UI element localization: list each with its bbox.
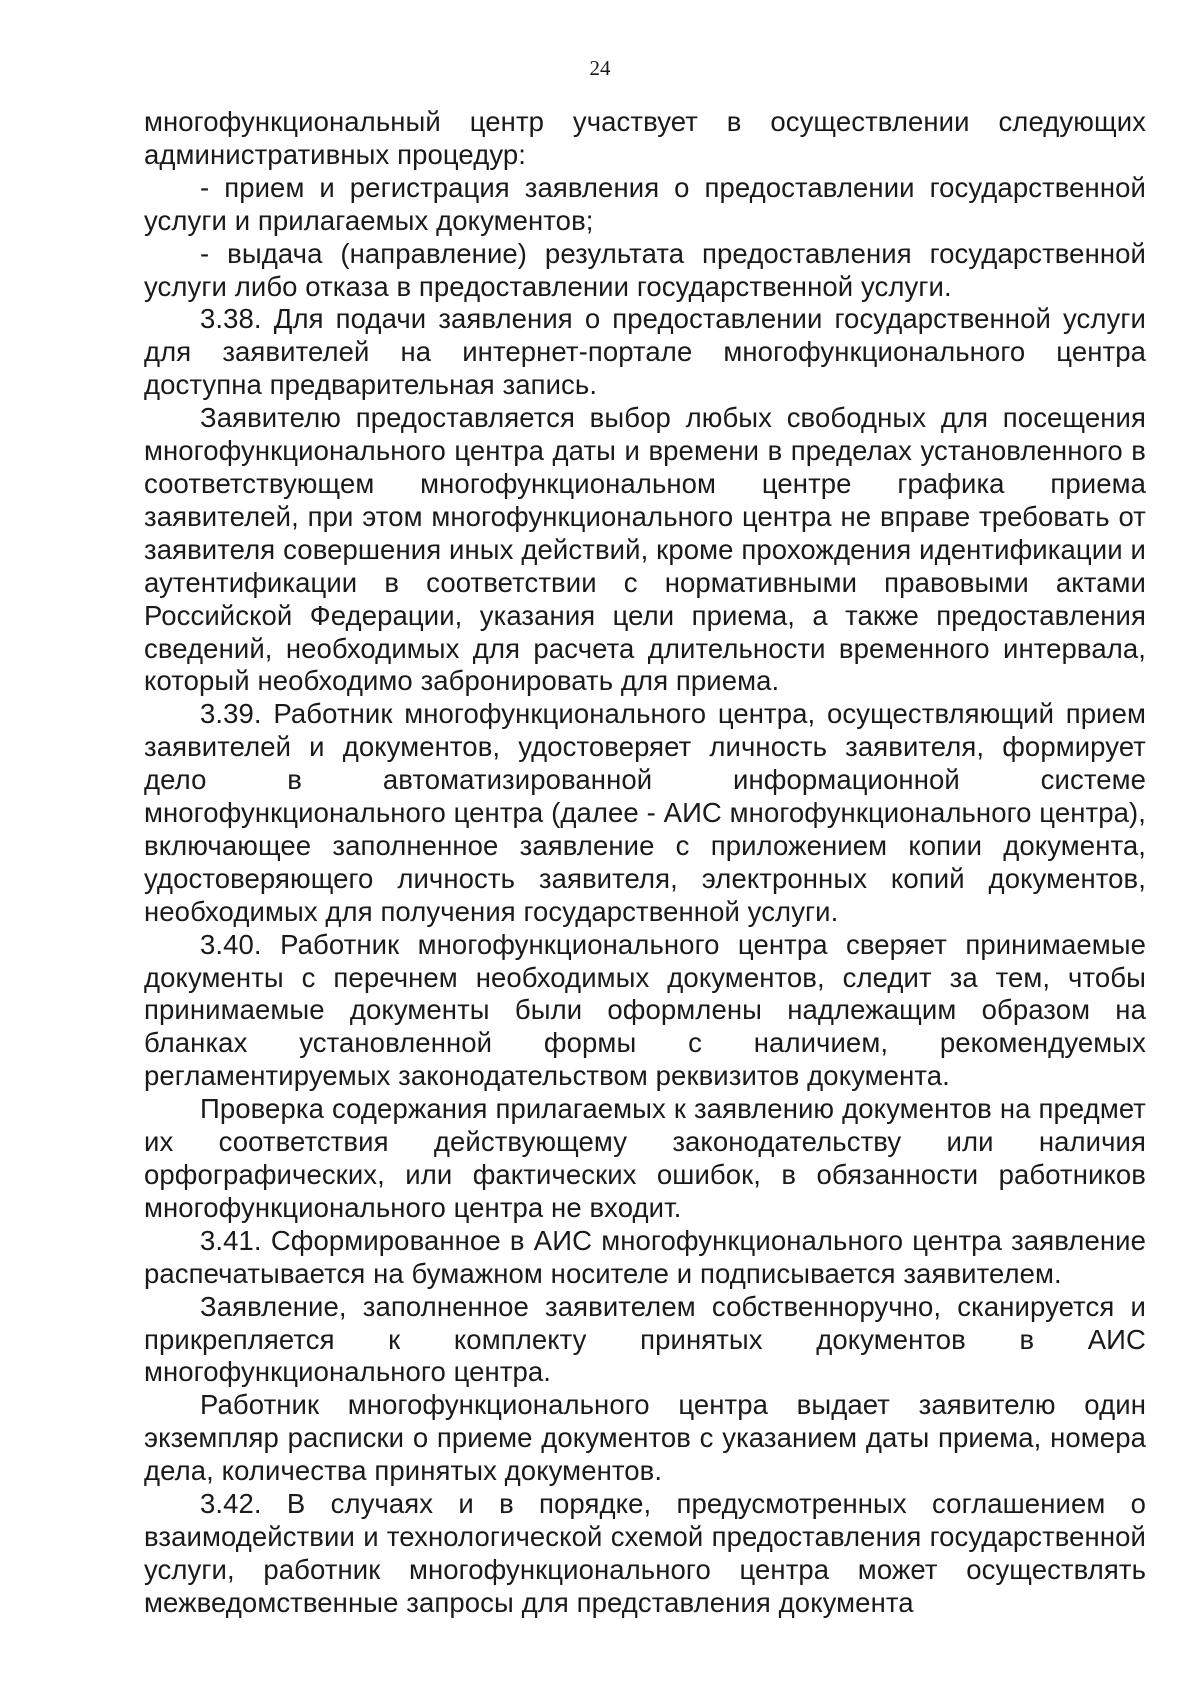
paragraph-3-41-receipt: Работник многофункционального центра выдает заявителю один экземпляр расписки о приеме документов с указанием даты приема, номера дела, количества принятых документов. [144,1389,1146,1487]
paragraph-3-39: 3.39. Работник многофункционального центра, осуществляющий прием заявителей и документов, удостоверяет личность заявителя, формирует дело в автоматизированной информационной системе многофункционального центра (далее - АИС многофункционального центра), включающее заполненное заявление с приложением копии документа, удостоверяющего личность заявителя, электронных копий документов, необходимых для получения государственной услуги. [144,698,1146,927]
paragraph-intro: многофункциональный центр участвует в осуществлении следующих административных процедур: [144,106,1146,170]
paragraph-3-40: 3.40. Работник многофункционального центра сверяет принимаемые документы с перечнем необходимых документов, следит за тем, чтобы принимаемые документы были оформлены надлежащим образом на бланках установленной формы с наличием, рекомендуемых регламентируемых законодательством реквизитов документа. [144,928,1146,1092]
document-body [144,106,1146,1620]
paragraph-bullet-issuance: - выдача (направление) результата предоставления государственной услуги либо отказа в предоставлении государственной услуги. [144,237,1146,302]
paragraph-bullet-reception: - прием и регистрация заявления о предоставлении государственной услуги и прилагаемых документов; [144,171,1146,236]
paragraph-3-41: 3.41. Сформированное в АИС многофункционального центра заявление распечатывается на бумажном носителе и подписывается заявителем. [144,1224,1146,1289]
paragraph-3-41-scan: Заявление, заполненное заявителем собственноручно, сканируется и прикрепляется к комплекту принятых документов в АИС многофункционального центра. [144,1290,1146,1388]
paragraph-3-40-check: Проверка содержания прилагаемых к заявлению документов на предмет их соответствия действующему законодательству или наличия орфографических, или фактических ошибок, в обязанности работников многофункционального центра не входит. [144,1093,1146,1223]
paragraph-3-42: 3.42. В случаях и в порядке, предусмотренных соглашением о взаимодействии и технологической схемой предоставления государственной услуги, работник многофункционального центра может осуществлять межведомственные запросы для представления документа [144,1488,1146,1618]
paragraph-3-38: 3.38. Для подачи заявления о предоставлении государственной услуги для заявителей на интернет-портале многофункционального центра доступна предварительная запись. [144,303,1146,401]
paragraph-3-38-appointment: Заявителю предоставляется выбор любых свободных для посещения многофункционального центра даты и времени в пределах установленного в соответствующем многофункциональном центре графика приема заявителей, при этом многофункционального центра не вправе требовать от заявителя совершения иных действий, кроме прохождения идентификации и аутентификации в соответствии с нормативными правовыми актами Российской Федерации, указания цели приема, а также предоставления сведений, необходимых для расчета длительности временного интервала, который необходимо забронировать для приема. [144,402,1146,697]
page-number: 24 [589,56,611,80]
